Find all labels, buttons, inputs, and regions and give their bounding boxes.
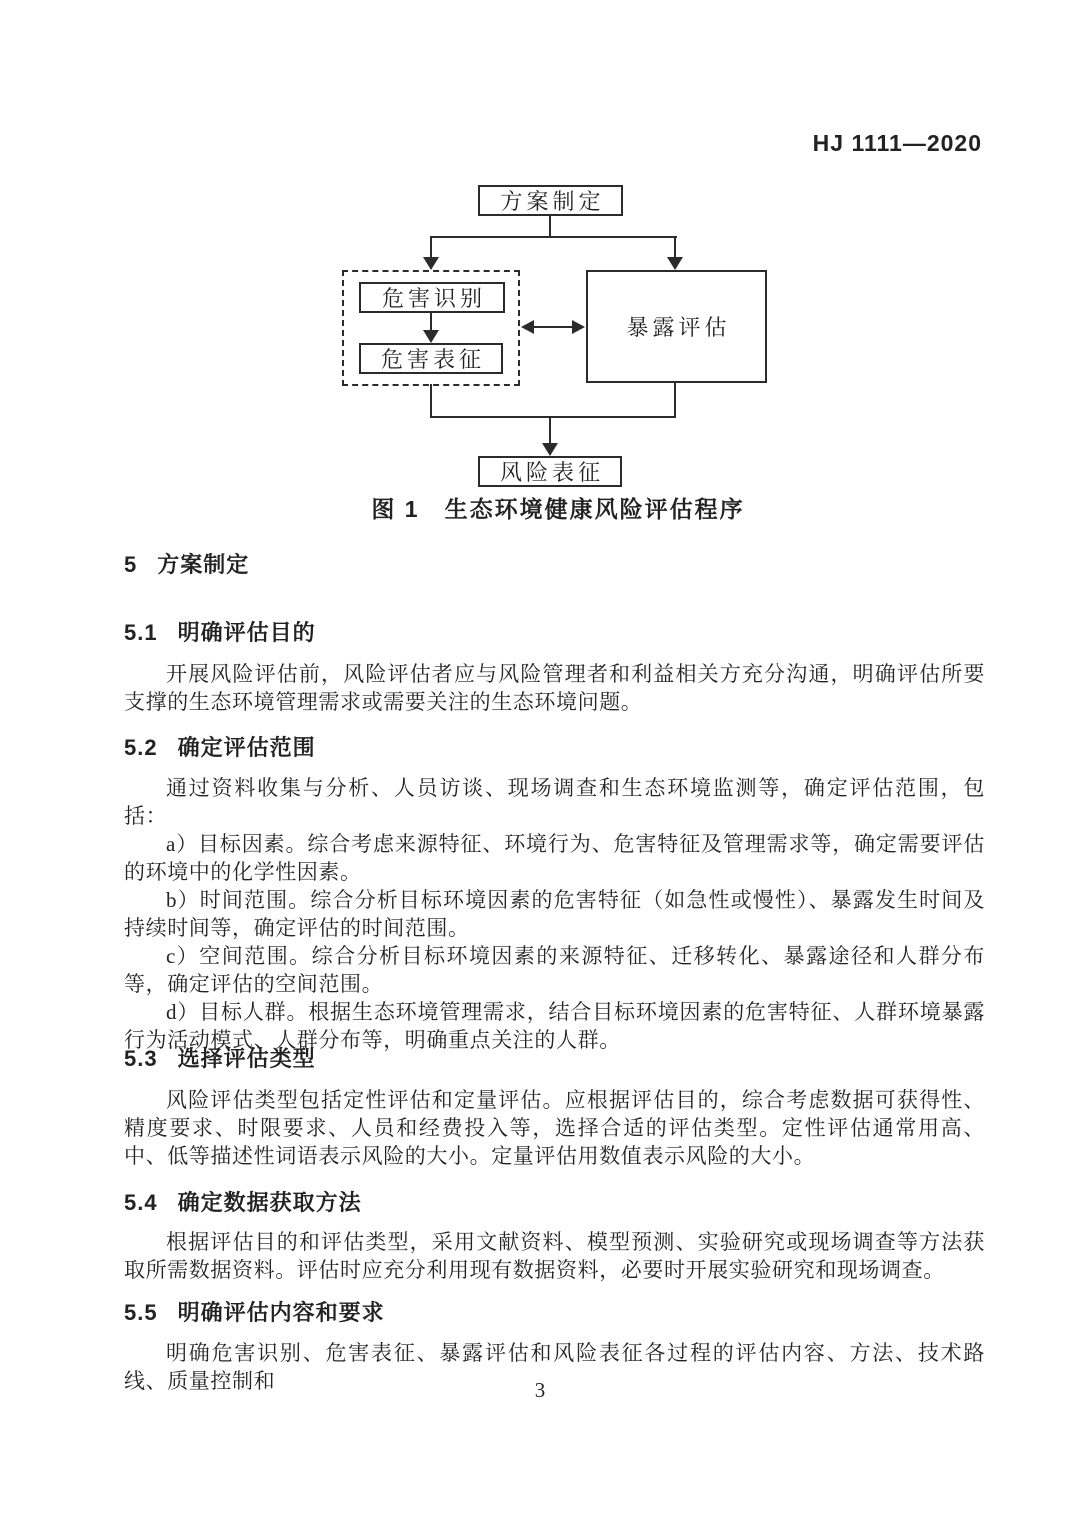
flowchart-node-hazard-identification: 危害识别 — [359, 282, 505, 313]
section-5-4-body — [124, 1228, 985, 1284]
section-5-1-body — [124, 660, 985, 716]
section-heading-5-2 — [124, 731, 985, 759]
section-number: 5.4 — [124, 1190, 158, 1215]
section-title: 确定数据获取方法 — [177, 1190, 362, 1215]
section-number: 5.1 — [124, 620, 158, 645]
doc-standard-number: HJ 1111—2020 — [812, 130, 982, 156]
page-number: 3 — [534, 1378, 546, 1402]
connector-line — [430, 236, 677, 238]
section-5-3-body — [124, 1086, 985, 1170]
connector-line — [430, 416, 676, 418]
connector-line — [549, 416, 551, 445]
flowchart-node-exposure-assessment: 暴露评估 — [586, 270, 767, 383]
section-number: 5.3 — [124, 1046, 158, 1071]
section-number: 5.2 — [124, 735, 158, 760]
section-title: 确定评估范围 — [177, 735, 316, 760]
section-heading-5 — [124, 548, 985, 576]
section-heading-5-3 — [124, 1042, 985, 1070]
arrow-left-icon — [521, 320, 534, 334]
section-title: 明确评估内容和要求 — [177, 1300, 385, 1325]
paragraph-item-d: d）目标人群。根据生态环境管理需求，结合目标环境因素的危害特征、人群环境暴露行为活动模式、人群分布等，明确重点关注的人群。 — [124, 1000, 985, 1052]
connector-line — [430, 312, 432, 332]
connector-line — [674, 382, 676, 418]
section-heading-5-4 — [124, 1186, 985, 1214]
flowchart-node-risk-characterization: 风险表征 — [478, 456, 622, 487]
section-5-2-body — [124, 774, 985, 1054]
section-title: 明确评估目的 — [177, 620, 316, 645]
section-heading-5-1 — [124, 616, 985, 644]
arrow-right-icon — [572, 320, 585, 334]
section-heading-5-5 — [124, 1296, 985, 1324]
section-title: 方案制定 — [157, 552, 250, 577]
paragraph: 风险评估类型包括定性评估和定量评估。应根据评估目的，综合考虑数据可获得性、精度要求、时限要求、人员和经费投入等，选择合适的评估类型。定性评估通常用高、中、低等描述性词语表示风险的大小。定量评估用数值表示风险的大小。 — [124, 1088, 985, 1168]
paragraph-item-a: a）目标因素。综合考虑来源特征、环境行为、危害特征及管理需求等，确定需要评估的环境中的化学性因素。 — [124, 832, 985, 884]
arrow-down-icon — [667, 257, 683, 270]
flowchart-node-plan: 方案制定 — [478, 185, 623, 216]
flowchart-node-hazard-characterization: 危害表征 — [359, 343, 503, 374]
section-number: 5 — [124, 552, 138, 577]
paragraph: 根据评估目的和评估类型，采用文献资料、模型预测、实验研究或现场调查等方法获取所需数据资料。评估时应充分利用现有数据资料，必要时开展实验研究和现场调查。 — [124, 1230, 985, 1282]
paragraph: 开展风险评估前，风险评估者应与风险管理者和利益相关方充分沟通，明确评估所要支撑的生态环境管理需求或需要关注的生态环境问题。 — [124, 662, 985, 714]
arrow-down-icon — [423, 257, 439, 270]
paragraph-item-c: c）空间范围。综合分析目标环境因素的来源特征、迁移转化、暴露途径和人群分布等，确定评估的空间范围。 — [124, 944, 985, 996]
connector-line — [531, 326, 574, 328]
paragraph: 明确危害识别、危害表征、暴露评估和风险表征各过程的评估内容、方法、技术路线、质量控制和 — [124, 1341, 985, 1393]
paragraph-item-b: b）时间范围。综合分析目标环境因素的危害特征（如急性或慢性）、暴露发生时间及持续时间等，确定评估的时间范围。 — [124, 888, 985, 940]
connector-line — [549, 215, 551, 238]
connector-line — [430, 384, 432, 418]
paragraph: 通过资料收集与分析、人员访谈、现场调查和生态环境监测等，确定评估范围，包括： — [124, 776, 985, 828]
section-title: 选择评估类型 — [177, 1046, 316, 1071]
section-number: 5.5 — [124, 1300, 158, 1325]
arrow-down-icon — [423, 330, 439, 343]
figure-caption: 图 1 生态环境健康风险评估程序 — [371, 496, 745, 522]
arrow-down-icon — [542, 443, 558, 456]
